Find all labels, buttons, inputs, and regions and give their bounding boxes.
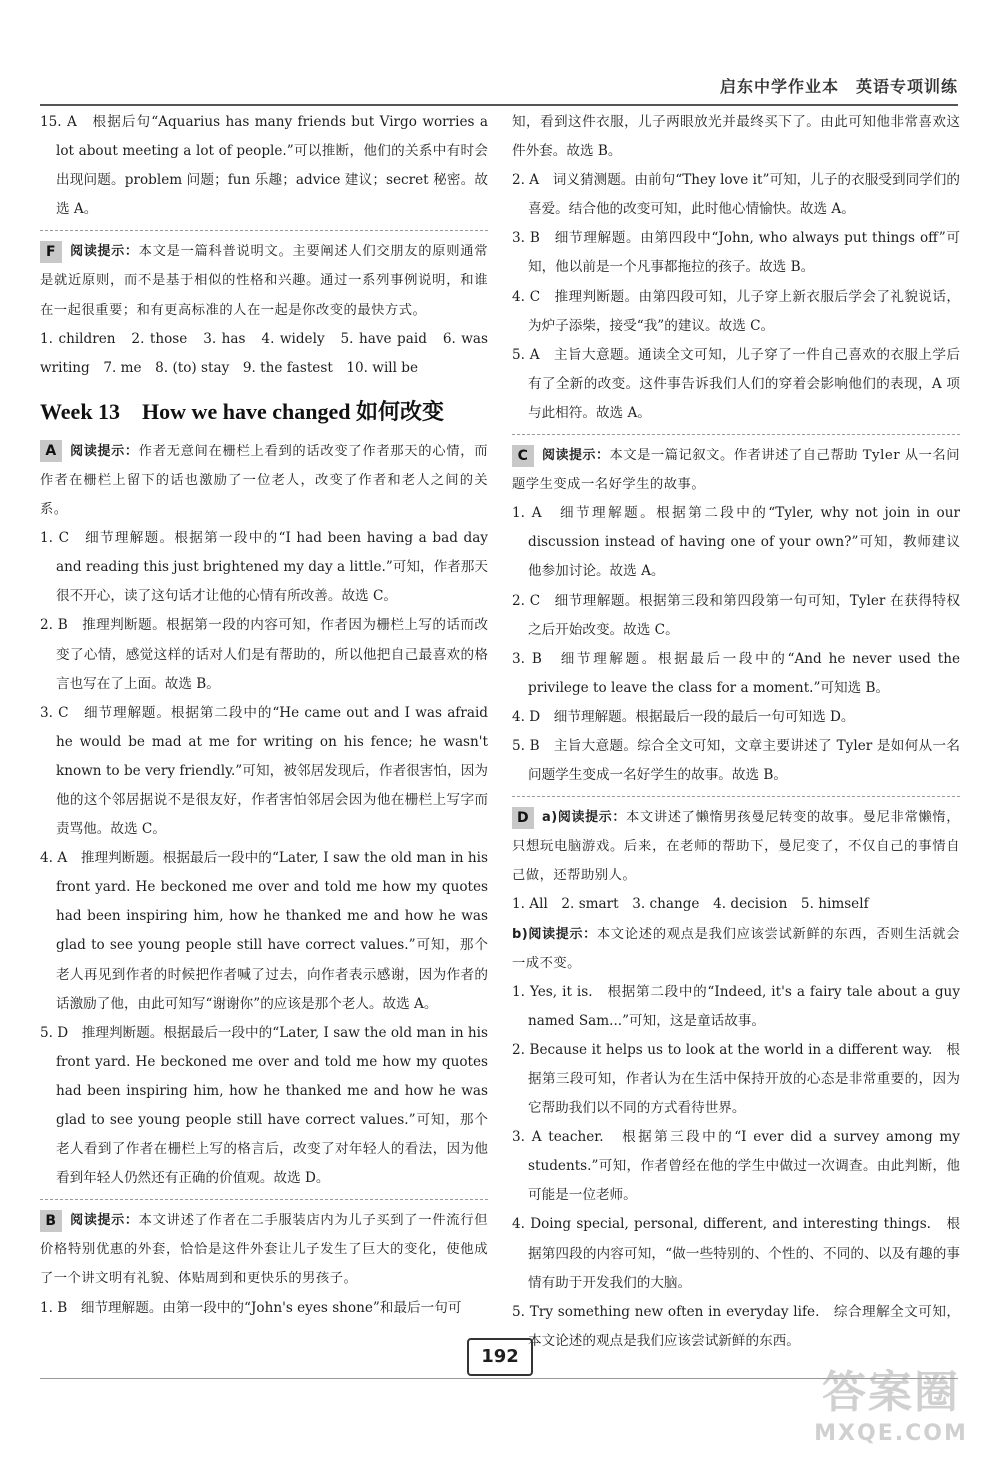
section-b-hint	[40, 1206, 488, 1293]
week-title: Week 13 How we have changed 如何改变	[40, 398, 444, 424]
watermark-sub: MXQE.COM	[814, 1421, 968, 1446]
hint-label: 阅读提示：	[70, 244, 139, 260]
list-item: 4. A 推理判断题。根据最后一段中的“Later, I saw the old man in his front yard. He beckoned me over and told me how my quotes had been inspiring him, how he thanked me and how he was glad to see young people still have correct values.”可知，那个老人再见到作者的时候把作者喊了过去，向作者表示感谢，因为作者的话激励了他，由此可知写“谢谢你”的应该是那个老人。故选 A。	[40, 850, 488, 1012]
hint-text: 作者无意间在栅栏上看到的话改变了作者那天的心情，而作者在栅栏上留下的话也激励了一位老人，改变了作者和老人之间的关系。	[40, 443, 488, 518]
divider	[40, 1199, 488, 1200]
section-c-hint	[512, 441, 960, 499]
header-title: 启东中学作业本 英语专项训练	[719, 77, 958, 96]
list-item: 2. B 推理判断题。根据第一段的内容可知，作者因为栅栏上写的话而改变了心情，感觉这样的话对人们是有帮助的，所以他把自己最喜欢的格言也写在了上面。故选 B。	[40, 617, 488, 692]
page-number: 192	[467, 1338, 533, 1376]
hint-label: b)阅读提示：	[512, 926, 597, 942]
watermark-logo	[796, 1365, 986, 1465]
hint-label: 阅读提示：	[70, 443, 139, 459]
hint-text: 本文是一篇记叙文。作者讲述了自己帮助 Tyler 从一名问题学生变成一名好学生的故事。	[512, 448, 960, 493]
divider	[512, 796, 960, 797]
list-item: 2. C 细节理解题。根据第三段和第四段第一句可知，Tyler 在获得特权之后开始改变。故选 C。	[512, 592, 960, 638]
hint-text: 本文讲述了懒惰男孩曼尼转变的故事。曼尼非常懒惰，只想玩电脑游戏。后来，在老师的帮助下，曼尼变了，不仅自己的事情自己做，还帮助别人。	[512, 810, 961, 884]
list-item: 5. Try something new often in everyday life. 综合理解全文可知，本文论述的观点是我们应该尝试新鲜的东西。	[512, 1303, 960, 1349]
list-item: 1. B 细节理解题。由第一段中的“John's eyes shone”和最后一句可	[40, 1299, 462, 1316]
list-item: 2. A 词义猜测题。由前句“They love it”可知，儿子的衣服受到同学们的喜爱。结合他的改变可知，此时他心情愉快。故选 A。	[512, 172, 960, 218]
section-tag-a: A	[40, 440, 62, 462]
section-f-answers: 1. children 2. those 3. has 4. widely 5. have paid 6. was writing 7. me 8. (to) stay 9. the fastest 10. will be	[40, 330, 488, 376]
watermark-main: 答案圈	[822, 1367, 960, 1418]
hint-label: a)阅读提示：	[542, 810, 626, 826]
list-item: 4. C 推理判断题。由第四段可知，儿子穿上新衣服后学会了礼貌说话，为炉子添柴，接受“我”的建议。故选 C。	[512, 288, 960, 334]
section-tag-d: D	[512, 807, 534, 829]
section-d-hint-a	[512, 803, 960, 890]
right-column	[512, 108, 960, 1356]
list-item: 1. Yes, it is. 根据第二段中的“Indeed, it's a fairy tale about a guy named Sam...”可知，这是童话故事。	[512, 983, 960, 1029]
list-item: 1. C 细节理解题。根据第一段中的“I had been having a bad day and reading this just brightened my day a little.”可知，作者那天很不开心，读了这句话才让他的心情有所改善。故选 C。	[40, 530, 488, 605]
list-item: 5. D 推理判断题。根据最后一段中的“Later, I saw the old man in his front yard. He beckoned me over and told me how my quotes had been inspiring him, how he thanked me and how he was glad to see young people still have correct values.”可知，那个老人看到了作者在栅栏上写的格言后，改变了对年轻人的看法，因为他看到年轻人仍然还有正确的价值观。故选 D。	[40, 1024, 488, 1187]
list-item: 3. C 细节理解题。根据第二段中的“He came out and I was afraid he would be mad at me for writing on his fence; he wasn't known to be very friendly.”可知，被邻居发现后，作者很害怕，因为他的这个邻居据说不是很友好，作者害怕邻居会因为他在栅栏上写字而责骂他。故选 C。	[40, 704, 488, 838]
list-item: 3. A teacher. 根据第三段中的“I ever did a survey among my students.”可知，作者曾经在他的学生中做过一次调查。由此判断，他可能是一位老师。	[512, 1129, 960, 1204]
section-tag-b: B	[40, 1210, 62, 1232]
section-tag-c: C	[512, 445, 534, 467]
list-item: 1. A 细节理解题。根据第二段中的“Tyler, why not join in our discussion instead of having one of your own?”可知，教师建议他参加讨论。故选 A。	[512, 505, 960, 580]
left-column	[40, 108, 488, 1323]
list-item: 4. D 细节理解题。根据最后一段的最后一句可知选 D。	[512, 708, 855, 725]
list-item: 5. B 主旨大意题。综合全文可知，文章主要讲述了 Tyler 是如何从一名问题学生变成一名好学生的故事。故选 B。	[512, 737, 960, 784]
divider	[512, 434, 960, 435]
list-item: 3. B 细节理解题。根据最后一段中的“And he never used the privilege to leave the class for a moment.”可知选 B。	[512, 650, 960, 696]
list-item: 4. Doing special, personal, different, and interesting things. 根据第四段的内容可知，“做一些特别的、个性的、不同的、以及有趣的事情有助于开发我们的大脑。	[512, 1216, 960, 1291]
page-header	[40, 70, 958, 106]
section-a-hint	[40, 437, 488, 524]
section-b-continued: 知，看到这件衣服，儿子两眼放光并最终买下了。由此可知他非常喜欢这件外套。故选 B。	[512, 114, 960, 160]
hint-text: 本文论述的观点是我们应该尝试新鲜的东西，否则生活就会一成不变。	[512, 926, 961, 971]
hint-label: 阅读提示：	[70, 1213, 139, 1229]
section-d-answers: 1. All 2. smart 3. change 4. decision 5. himself	[512, 896, 869, 913]
list-item: 5. A 主旨大意题。通读全文可知，儿子穿了一件自己喜欢的衣服上学后有了全新的改变。这件事告诉我们人们的穿着会影响他们的表现，A 项与此相符。故选 A。	[512, 346, 960, 421]
hint-text: 本文是一篇科普说明文。主要阐述人们交朋友的原则通常是就近原则，而不是基于相似的性格和兴趣。通过一系列事例说明，和谁在一起很重要；和有更高标准的人在一起是你改变的最快方式。	[40, 244, 488, 318]
section-d-hint-b	[512, 920, 960, 978]
answer-15: 15. A 根据后句“Aquarius has many friends but Virgo worries a lot about meeting a lot of people.”可以推断，他们的关系中有时会出现问题。problem 问题；fun 乐趣；advice 建议；secret 秘密。故选 A。	[40, 114, 488, 218]
hint-text: 本文讲述了作者在二手服装店内为儿子买到了一件流行但价格特别优惠的外套，恰恰是这件外套让儿子发生了巨大的变化，使他成了一个讲文明有礼貌、体贴周到和更快乐的男孩子。	[40, 1213, 488, 1287]
section-tag-f: F	[40, 241, 62, 263]
divider	[40, 230, 488, 231]
list-item: 3. B 细节理解题。由第四段中“John, who always put things off”可知，他以前是一个凡事都拖拉的孩子。故选 B。	[512, 230, 960, 276]
section-f-hint	[40, 237, 488, 324]
list-item: 2. Because it helps us to look at the world in a different way. 根据第三段可知，作者认为在生活中保持开放的心态是非常重要的，因为它帮助我们以不同的方式看待世界。	[512, 1041, 960, 1117]
hint-label: 阅读提示：	[542, 448, 610, 464]
